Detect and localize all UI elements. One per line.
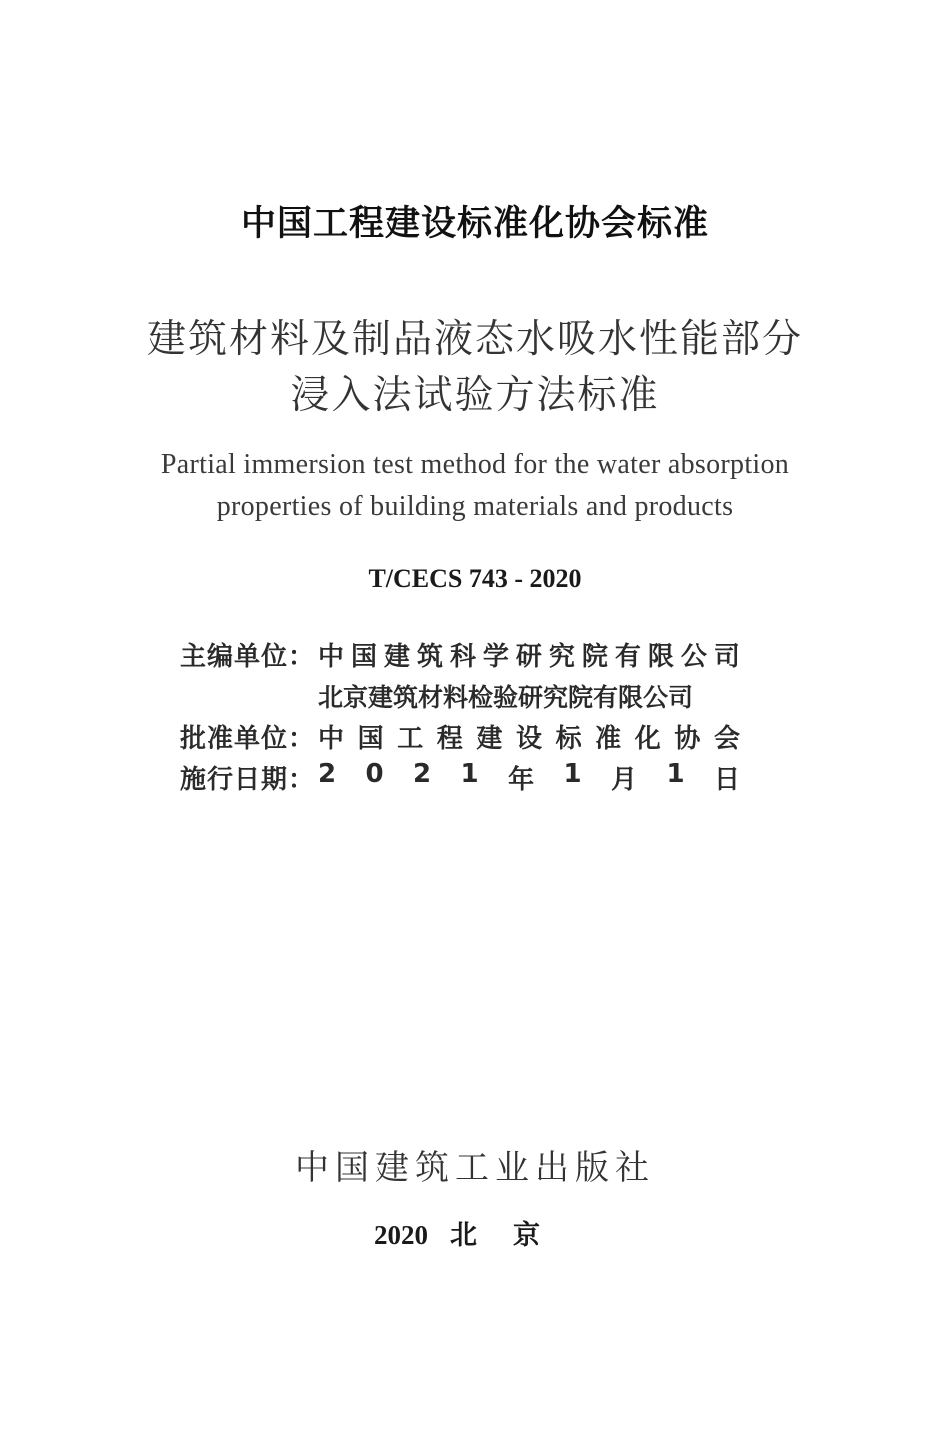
imprint — [0, 1213, 950, 1252]
date-value — [318, 759, 740, 796]
info-char: 0 — [365, 759, 384, 789]
approver-row — [180, 716, 740, 757]
info-char: 学 — [482, 642, 509, 672]
info-char: 2 — [413, 759, 432, 789]
info-char: 化 — [634, 724, 661, 754]
approver-label: 批准单位： — [180, 724, 316, 754]
info-char: 限 — [647, 642, 674, 672]
title-chinese-line-1: 建筑材料及制品液态水吸水性能部分 — [146, 317, 803, 362]
title-english-line-1: Partial immersion test method for the water absorption — [160, 449, 790, 480]
info-char: 建 — [476, 724, 503, 754]
info-char: 研 — [515, 642, 542, 672]
title-english-line-2: properties of building materials and products — [216, 491, 734, 522]
imprint-city: 北京 — [450, 1220, 576, 1251]
editor-value-1 — [318, 636, 740, 673]
info-block — [180, 634, 740, 798]
info-char: 院 — [581, 642, 608, 672]
info-char: 建 — [383, 642, 410, 672]
series-title: 中国工程建设标准化协会标准 — [240, 204, 709, 244]
info-char: 1 — [460, 759, 479, 789]
info-char: 中 — [318, 724, 345, 754]
info-char: 中 — [318, 642, 345, 672]
info-char: 协 — [674, 724, 701, 754]
date-row — [180, 757, 740, 798]
editor-value-2: 北京建筑材料检验研究院有限公司 — [318, 682, 694, 712]
imprint-year: 2020 — [374, 1220, 428, 1250]
info-char: 日 — [713, 765, 740, 795]
publisher-name: 中国建筑工业出版社 — [295, 1148, 655, 1188]
info-char: 筑 — [416, 642, 443, 672]
info-char: 设 — [515, 724, 542, 754]
title-chinese-line-2: 浸入法试验方法标准 — [290, 373, 660, 418]
standard-code: T/CECS 743 - 2020 — [368, 564, 582, 593]
info-char: 工 — [397, 724, 424, 754]
info-char: 国 — [350, 642, 377, 672]
info-char: 究 — [548, 642, 575, 672]
editor-row-2 — [180, 675, 740, 716]
info-char: 程 — [436, 724, 463, 754]
info-char: 标 — [555, 724, 582, 754]
info-char: 准 — [595, 724, 622, 754]
info-char: 司 — [713, 642, 740, 672]
info-char: 科 — [449, 642, 476, 672]
info-char: 月 — [611, 765, 638, 795]
info-char: 公 — [680, 642, 707, 672]
info-char: 会 — [713, 724, 740, 754]
approver-value — [318, 718, 740, 755]
editor-label: 主编单位： — [180, 642, 316, 672]
editor-row — [180, 634, 740, 675]
date-label: 施行日期： — [180, 765, 316, 795]
info-char: 国 — [357, 724, 384, 754]
info-char: 1 — [666, 759, 685, 789]
info-char: 1 — [563, 759, 582, 789]
info-char: 2 — [318, 759, 337, 789]
info-char: 年 — [508, 765, 535, 795]
info-char: 有 — [614, 642, 641, 672]
